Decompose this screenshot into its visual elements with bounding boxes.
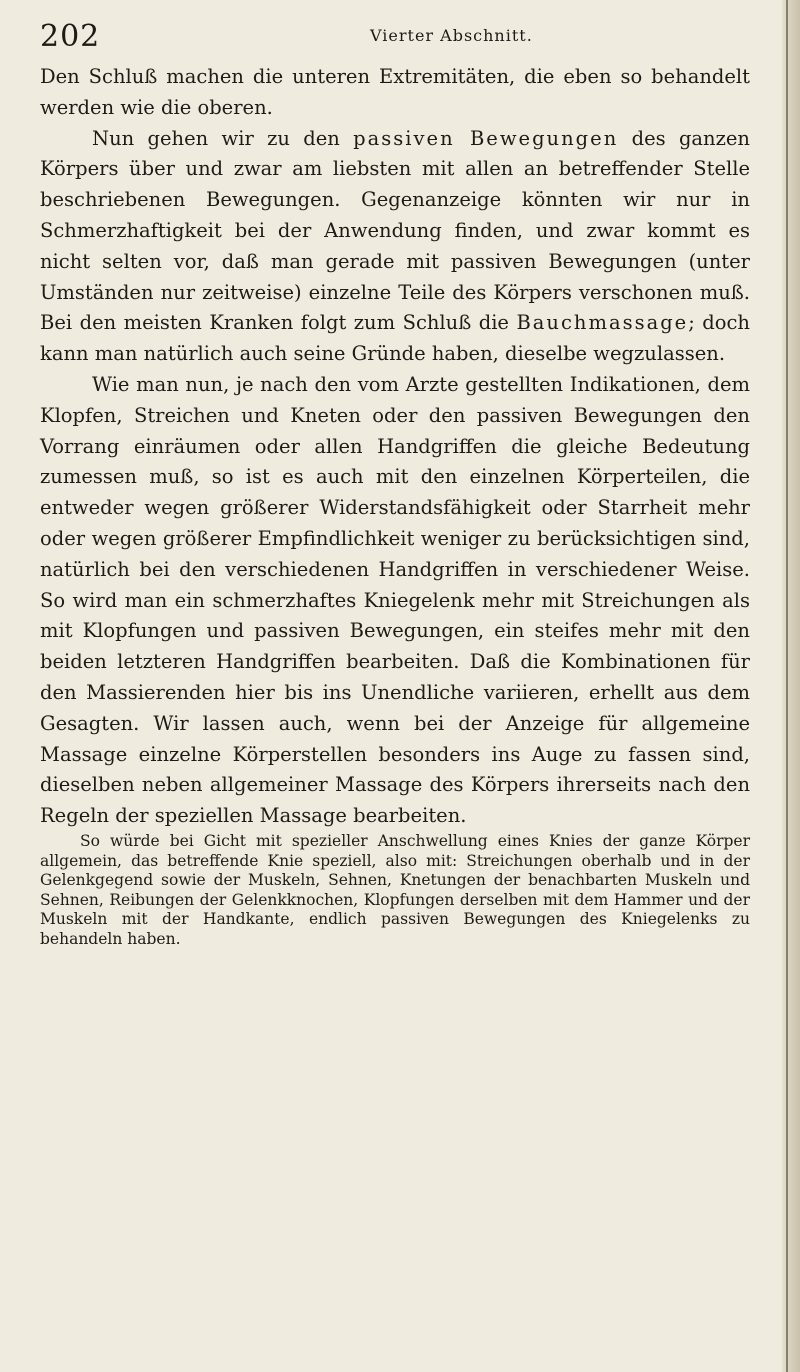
page-edge-line [786,0,788,1372]
paragraph-text: ; doch kann man natürlich auch seine Gründe haben, dieselbe wegzulassen. [40,311,750,366]
paragraph-text: Den Schluß machen die unteren Extremitäten, die eben so behandelt werden wie die oberen. [40,65,750,119]
paragraph [40,370,750,832]
paragraph-text: Wie man nun, je nach den vom Arzte gestellten Indikationen, dem Klopfen, Streichen und Kneten oder den passiven Bewegungen den Vorrang einräumen oder allen Handgriffen die gleiche Bedeutung zumessen muß, so ist es auch mit den einzelnen Körperteilen, die entweder wegen größerer Widerstandsfähigkeit oder Starrheit mehr oder wegen größerer Empfindlichkeit weniger zu berücksichtigen sind, natürlich bei den verschiedenen Handgriffen in verschiedener Weise. So wird man ein schmerzhaftes Kniegelenk mehr mit Streichungen als mit Klopfungen und passiven Bewegungen, ein steifes mehr mit den beiden letzteren Handgriffen bearbeiten. Daß die Kombinationen für den Massierenden hier bis ins Unendliche variieren, erhellt aus dem Gesagten. Wir lassen auch, wenn bei der Anzeige für allgemeine Massage einzelne Körperstellen besonders ins Auge zu fassen sind, dieselben neben allgemeiner Massage des Körpers ihrerseits nach den Regeln der speziellen Massage bearbeiten. [40,372,750,828]
page-number: 202 [40,19,101,54]
paragraph-text: des ganzen Körpers über und zwar am liebsten mit allen an betreffender Stelle beschriebenen Bewegungen. Gegenanzeige könnten wir nur in Schmerzhaftigkeit bei der Anwendung finden, und zwar kommt es nicht selten vor, daß man gerade mit passiven Bewegungen (unter Umständen nur zeitweise) einzelne Teile des Körpers verschonen muß. Bei den meisten Kranken folgt zum Schluß die [40,126,750,335]
paragraph-text: Nun gehen wir zu den [92,126,354,150]
page-body [40,62,750,1362]
paragraph-text: So würde bei Gicht mit spezieller Anschwellung eines Knies der ganze Körper allgemein, das betreffende Knie speziell, also mit: Streichungen oberhalb und in der Gelenkgegend sowie der Muskeln, Sehnen, Knetungen der benachbarten Muskeln und Sehnen, Reibungen der Gelenkknochen, Klopfungen derselben mit dem Hammer und der Muskeln mit der Handkante, endlich passiven Bewegungen des Kniegelenks zu behandeln haben. [40,831,750,948]
emphasized-term: passiven Bewegungen [353,126,619,150]
page-edge-shadow [782,0,800,1372]
page-header [40,18,760,58]
small-print-note [40,832,750,950]
paragraph [40,124,750,370]
paragraph [40,62,750,124]
running-head: Vierter Abschnitt. [370,26,533,45]
emphasized-term: Bauchmassage [516,311,689,335]
